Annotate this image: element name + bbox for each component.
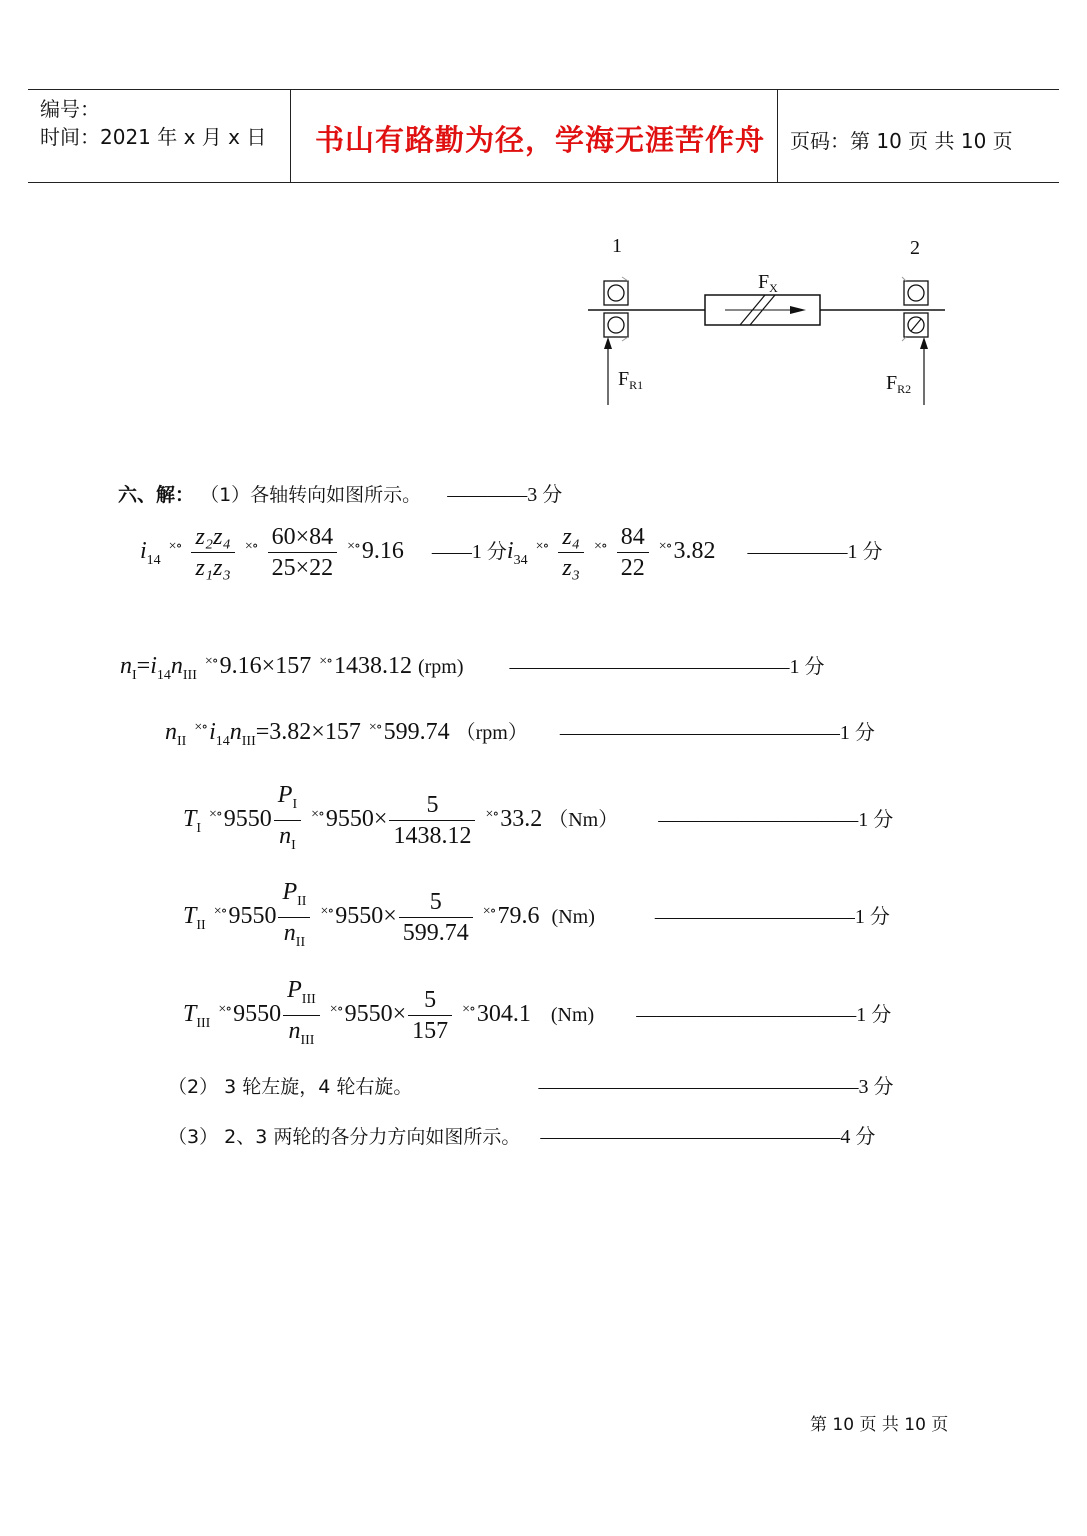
header-divider-left xyxy=(290,89,291,182)
motto-title: 书山有路勤为径，学海无涯苦作舟 xyxy=(315,123,766,157)
nII-rhs: =3.82×157 xyxy=(255,719,361,745)
page-label: 页码：第 10 页 共 10 页 xyxy=(790,129,1013,153)
serial-label: 编号： xyxy=(40,97,100,121)
TI-unit: （Nm） xyxy=(548,809,619,832)
eq-marker: ×∘ xyxy=(244,539,258,555)
i34-score: —————1 分 xyxy=(747,541,883,564)
ratio-equation-line xyxy=(140,522,883,583)
i14-frac2: $\frac{60\times 84}{25\times 22}$ xyxy=(268,522,338,583)
i34-symbol: $i_{34}$ xyxy=(506,538,528,569)
step2-score: ————————————————3 分 xyxy=(538,1076,894,1098)
gear-body xyxy=(705,295,820,325)
nI-rhs: 9.16×157 xyxy=(219,653,312,679)
i34-result: 3.82 xyxy=(673,538,716,565)
TII-score: ——————————1 分 xyxy=(654,906,890,929)
header-divider-right xyxy=(777,89,778,182)
i34-frac1: $\frac{\text{z₄}}{\text{z₃}}$ xyxy=(558,522,584,583)
step1-text: （1）各轴转向如图所示。 xyxy=(200,484,422,506)
TI-frac2: $\frac{5}{1438.12}$ xyxy=(389,790,475,851)
TI-frac1: $\frac{P_I}{n_I}$ xyxy=(274,780,301,861)
time-label: 时间：2021 年 x 月 x 日 xyxy=(40,125,267,149)
step3-text: （3） 2、3 两轮的各分力方向如图所示。 xyxy=(168,1126,521,1148)
radial-force-1-label: $F_{R1}$ xyxy=(618,368,644,392)
TII-unit: (Nm) xyxy=(551,906,595,929)
radial-force-2-arrow-icon xyxy=(920,337,928,349)
TII-frac1: $\frac{P_{II}}{n_{II}}$ xyxy=(278,877,310,958)
eq-marker: ×∘ xyxy=(168,539,182,555)
TIII-equation-line: $T_{III}$ ×∘9550 $\frac{P_{III}}{n_{III}}$ ×∘9550× $\frac{5}{157}$ ×∘304.1 (Nm) ———————————1 分 xyxy=(183,975,891,1056)
nI-equation-line: $n_I=i_{14}n_{III}$ ×∘9.16×157 ×∘1438.12 (rpm) ——————————————1 分 xyxy=(120,653,825,683)
bearing-2-icon xyxy=(902,277,928,341)
nI-score: ——————————————1 分 xyxy=(509,656,825,678)
step3-line xyxy=(168,1120,875,1149)
shaft-bearing-diagram xyxy=(580,225,960,410)
eq-marker: ×∘ xyxy=(535,539,549,555)
i14-result: 9.16 xyxy=(361,538,404,565)
step2-text: （2） 3 轮左旋，4 轮右旋。 xyxy=(168,1076,413,1098)
nII-result: 599.74 xyxy=(383,719,450,745)
eq-marker: ×∘ xyxy=(594,539,607,555)
nII-unit: （rpm） xyxy=(455,722,528,744)
radial-force-1-arrow-icon xyxy=(604,337,612,349)
nI-result: 1438.12 xyxy=(333,653,412,679)
nII-score: ——————————————1 分 xyxy=(559,722,875,744)
i14-symbol: $i_{14}$ xyxy=(140,538,161,569)
TIII-result: 304.1 xyxy=(476,1001,531,1028)
TII-result: 79.6 xyxy=(497,903,540,930)
step2-line xyxy=(168,1070,893,1099)
TI-result: 33.2 xyxy=(500,806,543,833)
TII-equation-line: $T_{II}$ ×∘9550 $\frac{P_{II}}{n_{II}}$ ×∘9550× $\frac{5}{599.74}$ ×∘79.6 (Nm) ——————————1 分 xyxy=(183,877,890,958)
axial-force-label: $F_X$ xyxy=(758,271,778,295)
TI-score: ——————————1 分 xyxy=(658,809,894,832)
solution-heading: 六、解： xyxy=(118,484,195,506)
nI-unit: (rpm) xyxy=(417,656,464,678)
header-bottom-rule xyxy=(28,182,1059,183)
TIII-frac1: $\frac{P_{III}}{n_{III}}$ xyxy=(283,975,320,1056)
bearing-2-label: 2 xyxy=(910,237,920,259)
TIII-frac2: $\frac{5}{157}$ xyxy=(408,985,452,1046)
step1-score: ————3 分 xyxy=(447,484,563,506)
radial-force-2-label: $F_{R2}$ xyxy=(886,372,912,396)
step3-score: ———————————————4 分 xyxy=(540,1126,876,1148)
i34-frac2: $\frac{84}{22}$ xyxy=(617,522,649,583)
eq-marker: ×∘ xyxy=(658,539,672,555)
eq-marker: ×∘ xyxy=(347,539,360,555)
TIII-unit: (Nm) xyxy=(550,1004,595,1027)
TI-equation-line: $T_I$ ×∘9550 $\frac{P_I}{n_I}$ ×∘9550× $\frac{5}{1438.12}$ ×∘33.2 （Nm） ——————————1 分 xyxy=(183,780,893,861)
bearing-1-label: 1 xyxy=(612,235,622,257)
bearing-1-icon xyxy=(604,277,628,341)
i14-frac1: $\frac{\text{z₂z₄}}{\text{z₁z₃}}$ xyxy=(191,522,234,583)
TII-frac2: $\frac{5}{599.74}$ xyxy=(399,887,473,948)
header-top-rule xyxy=(28,89,1059,90)
solution-heading-line xyxy=(118,478,562,507)
nII-equation-line: $n_{II}$ $^{\times\circ}i_{14}n_{III}=3.82\times 157$ ×∘599.74 （rpm） ——————————————1 分 xyxy=(165,719,875,749)
TIII-score: ———————————1 分 xyxy=(636,1004,892,1027)
page-footer: 第 10 页 共 10 页 xyxy=(810,1415,949,1435)
i14-score: ——1 分 xyxy=(431,541,507,564)
